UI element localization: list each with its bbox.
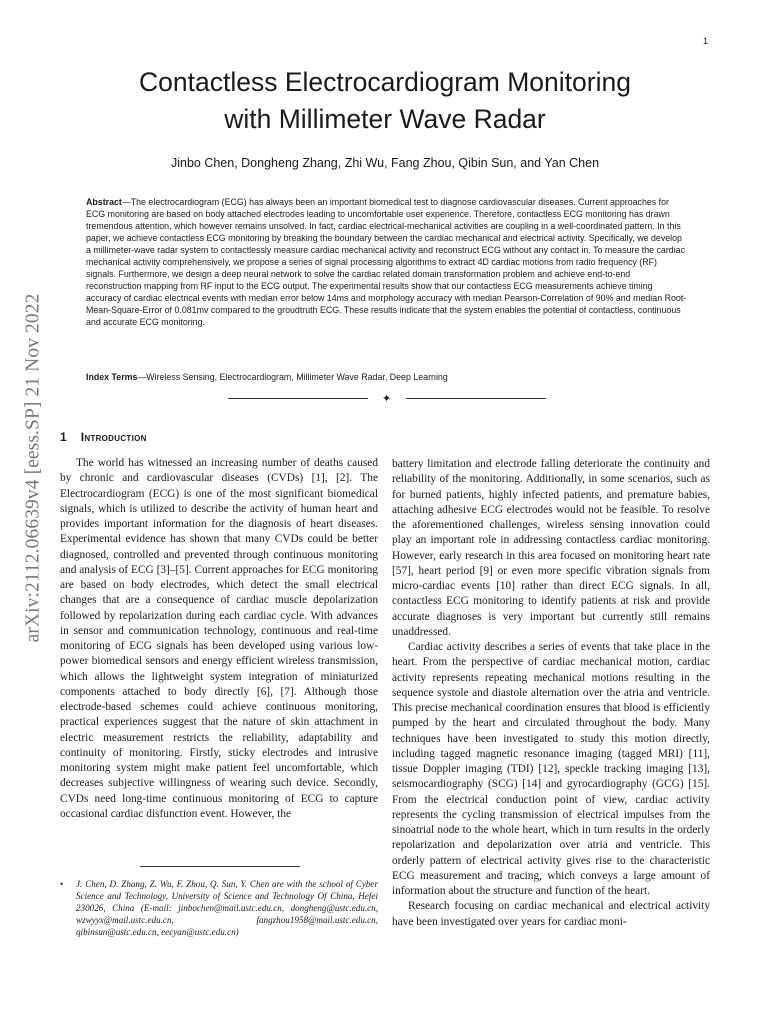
arxiv-identifier: arXiv:2112.06639v4 [eess.SP] 21 Nov 2022: [22, 293, 43, 643]
divider-line-right: [406, 398, 546, 399]
affiliation-footnote: [60, 878, 378, 938]
paragraph: battery limitation and electrode falling deteriorate the continuity and reliability of the monitoring. Additionally, in some scenarios, such as for burned patients, highly infected patients, and premature babies, attaching adhesive ECG electrodes would not be feasible. To resolve the aforementioned challenges, wireless sensing innovation could play an important role in addressing contactless cardiac monitoring. However, early research in this area focused on monitoring heart rate [57], heart period [9] or even more specific vibration signals from micro-cardiac events [10] rather than direct ECG signals. In all, contactless ECG monitoring to identify patients at risk and provide accurate diagnoses is very important but currently still remains unaddressed.: [392, 458, 710, 638]
paragraph: Cardiac activity describes a series of events that take place in the heart. From the perspective of cardiac mechanical motion, cardiac activity represents repeating mechanical motions resulting in the sequence systole and diastole alternation over the atria and ventricle. This precise mechanical coordination ensures that blood is efficiently pumped by the heart and circulated throughout the body. Many techniques have been investigated to study this motion directly, including tagged magnetic resonance imaging (tagged MRI) [11], tissue Doppler imaging (TDI) [12], speckle tracking imaging [13], seismocardiography (SCG) [14] and gyrocardiography (GCG) [15]. From the electrical conduction point of view, cardiac activity represents the cycling transmission of electrical impulses from the sinoatrial node to the whole heart, which in turn results in the orderly repolarization and depolarization over atria and ventricle. This orderly pattern of electrical activity gives rise to the characteristic ECG measurement and tracing, which conveys a large amount of information about the structure and function of the heart.: [392, 641, 710, 897]
author-list: Jinbo Chen, Dongheng Zhang, Zhi Wu, Fang Zhou, Qibin Sun, and Yan Chen: [170, 156, 600, 170]
right-column: [392, 457, 710, 930]
section-title: Introduction: [80, 430, 147, 444]
divider-line-left: [228, 398, 368, 399]
section-heading: [60, 430, 147, 444]
abstract: [86, 196, 688, 329]
section-number: 1: [60, 430, 67, 444]
arxiv-side-stamp: [20, 268, 46, 668]
footnote-bullet-icon: •: [60, 879, 64, 889]
section-divider: [228, 392, 546, 406]
footnote-rule: [140, 866, 300, 867]
abstract-label: Abstract: [86, 197, 122, 207]
index-terms-label: Index Terms: [86, 372, 138, 382]
title-line-1: Contactless Electrocardiogram Monitoring: [139, 67, 631, 97]
abstract-text: —The electrocardiogram (ECG) has always been an important biomedical test to diagnose cardiovascular diseases. Current approaches for ECG monitoring are based on body attached electrodes leading to uncomfortable user experience. Therefore, contactless ECG monitoring has drawn tremendous attention, which however remains unsolved. In fact, cardiac electrical-mechanical activities are coupling in a well-coordinated pattern. In this paper, we achieve contactless ECG monitoring by breaking the boundary between the cardiac mechanical and electrical activity. Specifically, we develop a millimeter-wave radar system to contactlessly measure cardiac mechanical activity and reconstruct ECG without any contact in. To measure the cardiac mechanical activity comprehensively, we propose a series of signal processing algorithms to extract 4D cardiac motions from radio frequency (RF) signals. Furthermore, we design a deep neural network to solve the cardiac related domain transformation problem and achieve end-to-end reconstruction mapping from RF input to the ECG output. The experimental results show that our contactless ECG measurements achieve timing accuracy of cardiac electrical events with median error below 14ms and morphology accuracy with median Pearson-Correlation of 90% and median Root-Mean-Square-Error of 0.081mv compared to the groudtruth ECG. These results indicate that the system enables the potential of contactless, continuous and accurate ECG monitoring.: [86, 197, 687, 328]
paper-title: [80, 64, 690, 138]
left-column: [60, 456, 378, 822]
page-number: 1: [702, 36, 708, 46]
paragraph: The world has witnessed an increasing number of deaths caused by chronic and cardiovascular diseases (CVDs) [1], [2]. The Electrocardiogram (ECG) is one of the most significant biomedical signals, which is utilized to describe the activity of human heart and provides important information for the diagnosis of heart diseases. Experimental evidence has shown that many CVDs could be better diagnosed, controlled and prevented through continuous monitoring and analysis of ECG [3]–[5]. Current approaches for ECG monitoring are based on body electrodes, which detect the small electrical changes that are a consequence of cardiac muscle depolarization followed by repolarization during each cardiac cycle. With advances in sensor and communication technology, continuous and real-time monitoring of ECG signals has been developed using various low-power biomedical sensors and energy efficient wireless transmission, which allows the lightweight system integration of miniaturized components attached to body directly [6], [7]. Although those electrode-based schemes could achieve continuous monitoring, practical experiences suggest that the nature of skin attachment in electric measurement restricts the reliability, adaptability and continuity of monitoring. Firstly, sticky electrodes and intrusive monitoring system might make patient feel uncomfortable, which decreases subjective willingness of wearing such device. Secondly, CVDs need long-time continuous monitoring of ECG to capture occasional cardiac disfunction event. However, the: [60, 457, 378, 820]
index-terms: [86, 372, 688, 382]
title-line-2: with Millimeter Wave Radar: [224, 104, 546, 134]
divider-diamond-icon: ✦: [382, 392, 392, 405]
index-terms-text: —Wireless Sensing, Electrocardiogram, Millimeter Wave Radar, Deep Learning: [137, 372, 448, 382]
footnote-text: J. Chen, D. Zhang, Z. Wu, F. Zhou, Q. Sun, Y. Chen are with the school of Cyber Science and Technology, University of Science and Technology Of China, Hefei 230026, China (E-mail: jinbochen@mail.ustc.edu.cn, dongheng@ustc.edu.cn, wzwyyx@mail.ustc.edu.cn, fangzhou1958@mail.ustc.edu.cn, qibinsun@ustc.edu.cn, eecyan@ustc.edu.cn): [76, 879, 378, 937]
paragraph: Research focusing on cardiac mechanical and electrical activity have been investigated over years for cardiac moni-: [392, 900, 710, 928]
